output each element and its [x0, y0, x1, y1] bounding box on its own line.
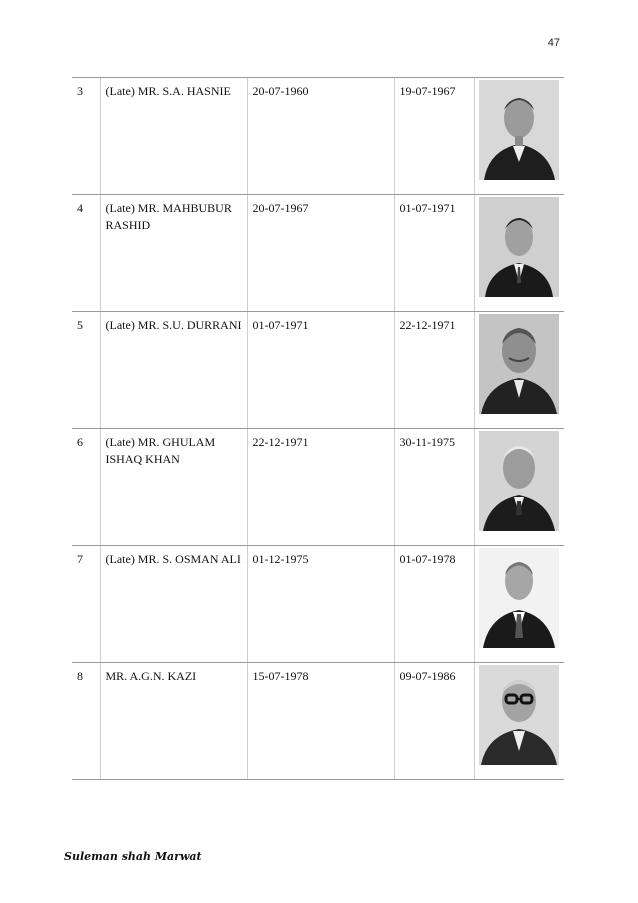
serial-number: 3: [72, 78, 100, 195]
serial-number: 7: [72, 546, 100, 663]
tenure-to: 19-07-1967: [394, 78, 474, 195]
table-row: [72, 429, 564, 546]
author-signature: Suleman shah Marwat: [64, 850, 202, 863]
portrait-photo: [479, 548, 559, 648]
serial-number: 8: [72, 663, 100, 780]
tenure-to: 09-07-1986: [394, 663, 474, 780]
serial-number: 4: [72, 195, 100, 312]
table-row: [72, 312, 564, 429]
portrait-photo: [479, 314, 559, 414]
tenure-from: 01-12-1975: [247, 546, 394, 663]
tenure-from: 01-07-1971: [247, 312, 394, 429]
portrait-photo: [479, 80, 559, 180]
table-row: [72, 663, 564, 780]
governor-name: (Late) MR. MAHBUBUR RASHID: [100, 195, 247, 312]
tenure-from: 20-07-1967: [247, 195, 394, 312]
portrait-photo: [479, 197, 559, 297]
table-row: [72, 546, 564, 663]
portrait-photo: [479, 431, 559, 531]
governor-name: (Late) MR. GHULAM ISHAQ KHAN: [100, 429, 247, 546]
tenure-from: 22-12-1971: [247, 429, 394, 546]
governor-name: (Late) MR. S.U. DURRANI: [100, 312, 247, 429]
tenure-to: 30-11-1975: [394, 429, 474, 546]
governor-name: (Late) MR. S.A. HASNIE: [100, 78, 247, 195]
tenure-from: 15-07-1978: [247, 663, 394, 780]
table-row: [72, 78, 564, 195]
table-row: [72, 195, 564, 312]
governor-name: MR. A.G.N. KAZI: [100, 663, 247, 780]
serial-number: 6: [72, 429, 100, 546]
tenure-to: 01-07-1978: [394, 546, 474, 663]
governors-table: [72, 77, 564, 780]
page-number: 47: [547, 37, 560, 49]
tenure-from: 20-07-1960: [247, 78, 394, 195]
governor-name: (Late) MR. S. OSMAN ALI: [100, 546, 247, 663]
tenure-to: 01-07-1971: [394, 195, 474, 312]
serial-number: 5: [72, 312, 100, 429]
portrait-photo: [479, 665, 559, 765]
tenure-to: 22-12-1971: [394, 312, 474, 429]
